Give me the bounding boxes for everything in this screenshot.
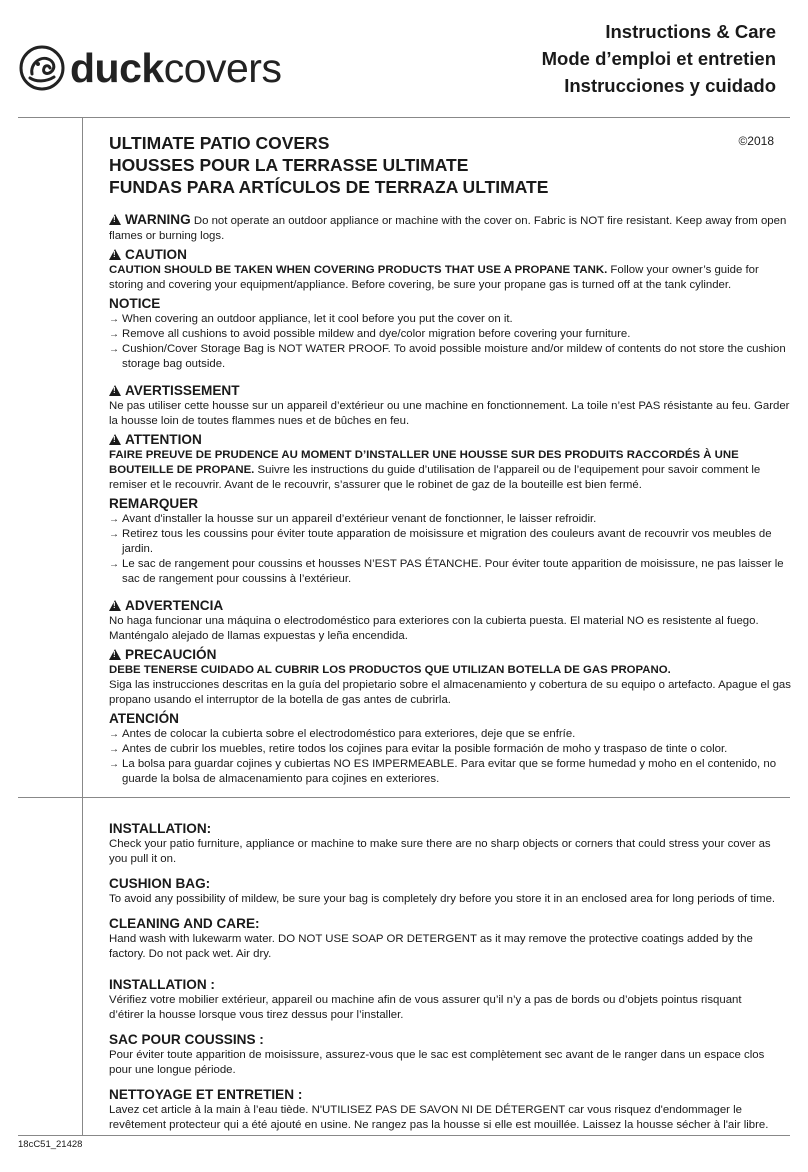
caution-icon bbox=[109, 434, 121, 445]
caution-icon bbox=[109, 249, 121, 260]
warning-label: WARNING bbox=[125, 212, 191, 227]
list-item: → When covering an outdoor appliance, let it cool before you put the cover on it. bbox=[109, 312, 791, 327]
spanish-safety bbox=[109, 597, 791, 787]
left-margin-rule-lower bbox=[82, 797, 83, 1135]
warning-icon bbox=[109, 600, 121, 611]
list-item: → Le sac de rangement pour coussins et housses N’EST PAS ÉTANCHE. Pour éviter toute apparition de moisissure, ne pas laisser le sac de rangement pour coussins à l’extérieur. bbox=[109, 557, 791, 587]
caution-heading-es: !PRECAUCIÓN bbox=[109, 646, 791, 663]
product-title-en: ULTIMATE PATIO COVERS bbox=[109, 133, 330, 153]
caution-icon bbox=[109, 649, 121, 660]
footer-divider bbox=[18, 1135, 790, 1136]
warning-es: No haga funcionar una máquina o electrodoméstico para exteriores con la cubierta puesta. El material NO es resistente al fuego. Manténgalo alejado de llamas expuestas y leña encendida. bbox=[109, 615, 759, 642]
care-heading: CLEANING AND CARE: bbox=[109, 916, 260, 931]
safety-section bbox=[109, 132, 791, 787]
warning-icon bbox=[109, 214, 121, 225]
product-titles bbox=[109, 132, 791, 198]
brand-name: duckcovers bbox=[70, 44, 282, 91]
title-en: Instructions & Care bbox=[605, 21, 776, 42]
copyright: ©2018 bbox=[738, 134, 774, 148]
care-text: Hand wash with lukewarm water. DO NOT USE SOAP OR DETERGENT as it may remove the protective coatings added by the factory. Do not pack wet. Air dry. bbox=[109, 933, 753, 960]
document-titles bbox=[542, 18, 776, 99]
warning-fr: Ne pas utiliser cette housse sur un appareil d’extérieur ou une machine en fonctionnement. La toile n’est PAS résistante au feu. Garder la housse loin de toutes flammes nues et de bûches en feu. bbox=[109, 400, 790, 427]
brand-logo bbox=[18, 44, 281, 92]
caution-es: Siga las instrucciones descritas en la guía del propietario sobre el almacenamiento y cobertura de su equipo o artefacto. Apague el gas propano usando el interruptor de la botella de gas antes de cubrirla. bbox=[109, 679, 791, 706]
list-item: → Cushion/Cover Storage Bag is NOT WATER PROOF. To avoid possible moisture and/or mildew of contents do not store the cushion storage bag outside. bbox=[109, 342, 791, 372]
page-header bbox=[0, 0, 808, 118]
product-title-es: FUNDAS PARA ARTÍCULOS DE TERRAZA ULTIMATE bbox=[109, 177, 549, 197]
warning-en bbox=[109, 212, 791, 244]
caution-heading-fr: !ATTENTION bbox=[109, 431, 791, 448]
title-fr: Mode d’emploi et entretien bbox=[541, 48, 776, 69]
caution-en: CAUTION SHOULD BE TAKEN WHEN COVERING PRODUCTS THAT USE A PROPANE TANK. Follow your owner’s guide for storing and covering your equipment/appliance. Before covering, be sure your propane gas is turned off at the tank cylinder. bbox=[109, 264, 759, 291]
care-heading: NETTOYAGE ET ENTRETIEN : bbox=[109, 1087, 303, 1102]
care-text: To avoid any possibility of mildew, be sure your bag is completely dry before you store it in an enclosed area for long periods of time. bbox=[109, 893, 776, 905]
care-heading: INSTALLATION : bbox=[109, 977, 215, 992]
list-item: → Antes de cubrir los muebles, retire todos los cojines para evitar la posible formación de moho y traspaso de tinte o color. bbox=[109, 742, 791, 757]
notice-heading-es: ATENCIÓN bbox=[109, 711, 179, 726]
duck-logo-icon bbox=[18, 44, 66, 92]
notice-heading-fr: REMARQUER bbox=[109, 496, 199, 511]
caution-heading-en: !CAUTION bbox=[109, 246, 791, 263]
list-item: → Antes de colocar la cubierta sobre el electrodoméstico para exteriores, deje que se enfríe. bbox=[109, 727, 791, 742]
left-margin-rule bbox=[82, 117, 83, 797]
care-heading: INSTALLATION: bbox=[109, 821, 212, 836]
title-es: Instrucciones y cuidado bbox=[564, 75, 776, 96]
care-text: Vérifiez votre mobilier extérieur, appareil ou machine afin de vous assurer qu’il n’y a pas de bords ou d’objets pointus risquant d’étirer la housse lorsque vous tirez dessus pour l’installer. bbox=[109, 994, 742, 1021]
list-item: → La bolsa para guardar cojines y cubiertas NO ES IMPERMEABLE. Para evitar que se forme humedad y moho en el contenido, no guarde la bolsa de almacenamiento para cojines en exteriores. bbox=[109, 757, 791, 787]
list-item: → Avant d'installer la housse sur un appareil d’extérieur venant de fonctionner, le laisser refroidir. bbox=[109, 512, 791, 527]
care-text: Lavez cet article à la main à l’eau tiède. N'UTILISEZ PAS DE SAVON NI DE DÉTERGENT car vous risquez d'endommager le revêtement protecteur qui a été ajouté en usine. Ne rangez pas la housse si elle est mouillée. Laissez la housse sécher à l'air libre. bbox=[109, 1104, 769, 1131]
caution-caps-es: DEBE TENERSE CUIDADO AL CUBRIR LOS PRODUCTOS QUE UTILIZAN BOTELLA DE GAS PROPANO. bbox=[109, 664, 671, 676]
care-heading: CUSHION BAG: bbox=[109, 876, 211, 891]
warning-text: Do not operate an outdoor appliance or machine with the cover on. Fabric is NOT fire resistant. Keep away from open flames or burning logs. bbox=[109, 215, 787, 242]
list-item: → Retirez tous les coussins pour éviter toute apparation de moisissure et migration des couleurs avant de recouvrir vos meubles de jardin. bbox=[109, 527, 791, 557]
notice-heading-en: NOTICE bbox=[109, 296, 161, 311]
care-section bbox=[109, 818, 779, 1133]
english-safety bbox=[109, 212, 791, 372]
warning-heading-es: !ADVERTENCIA bbox=[109, 597, 791, 614]
french-safety bbox=[109, 382, 791, 587]
list-item: → Remove all cushions to avoid possible mildew and dye/color migration before covering your furniture. bbox=[109, 327, 791, 342]
section-divider bbox=[18, 797, 790, 798]
warning-icon bbox=[109, 385, 121, 396]
product-title-fr: HOUSSES POUR LA TERRASSE ULTIMATE bbox=[109, 155, 469, 175]
footer-code: 18cC51_21428 bbox=[18, 1139, 83, 1150]
care-text: Check your patio furniture, appliance or machine to make sure there are no sharp objects or corners that could stress your cover as you pull it on. bbox=[109, 838, 771, 865]
header-divider bbox=[18, 117, 790, 118]
caution-fr: FAIRE PREUVE DE PRUDENCE AU MOMENT D’INSTALLER UNE HOUSSE SUR DES PRODUITS RACCORDÉS À UNE BOUTEILLE DE PROPANE. Suivre les instructions du guide d’utilisation de l’appareil ou de l’equipement pour savoir comment le remiser et le recouvrir. Avant de le recouvrir, s’assurer que le robinet de gaz de la bouteille est bien fermé. bbox=[109, 449, 761, 491]
care-text: Pour éviter toute apparition de moisissure, assurez-vous que le sac est complètement sec avant de le ranger dans un espace clos pour une longue période. bbox=[109, 1049, 765, 1076]
care-heading: SAC POUR COUSSINS : bbox=[109, 1032, 264, 1047]
warning-heading-fr: !AVERTISSEMENT bbox=[109, 382, 791, 399]
